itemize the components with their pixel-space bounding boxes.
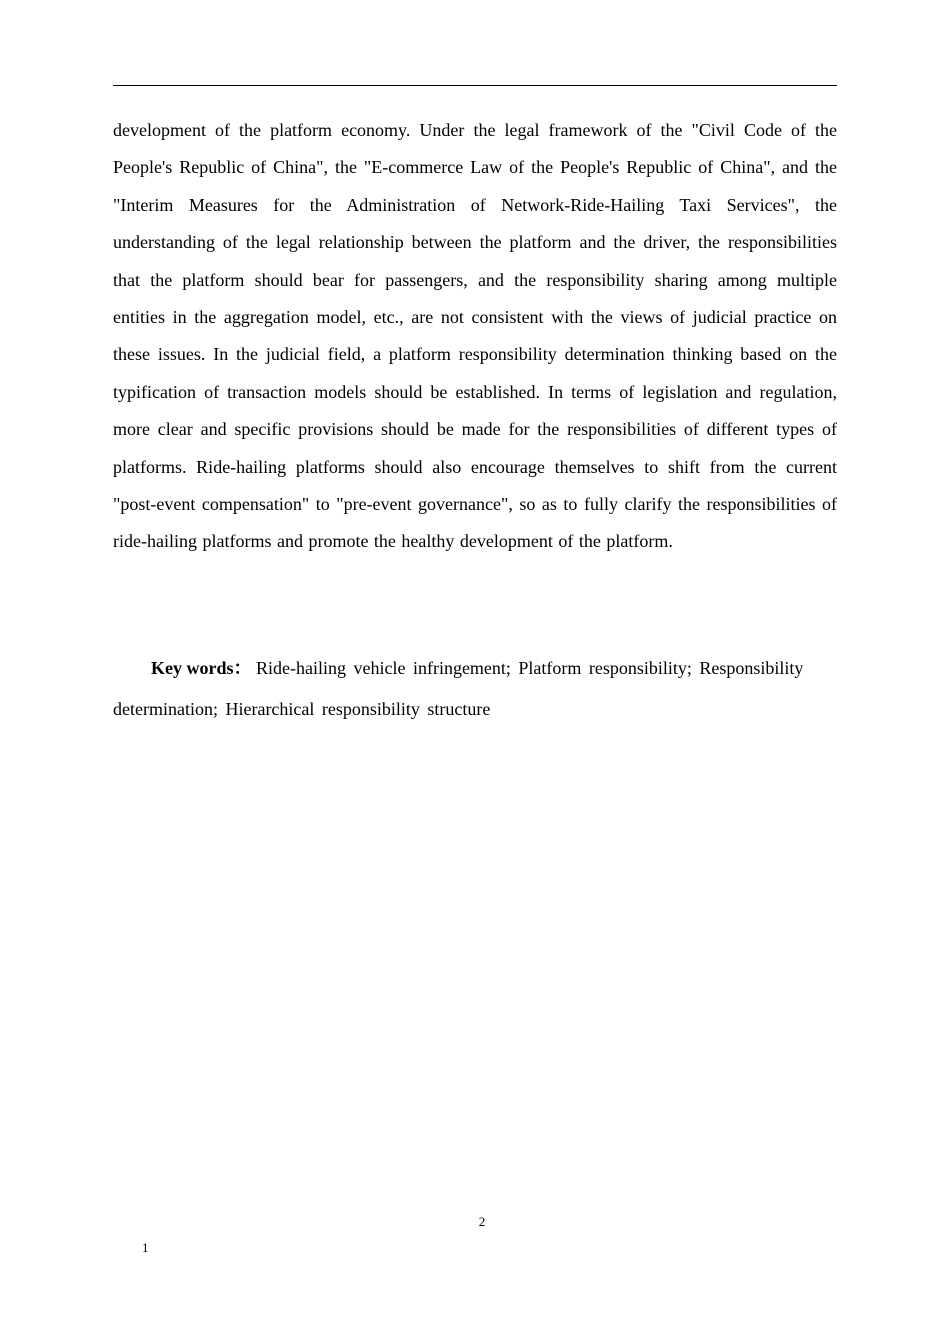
page-number: 2 bbox=[478, 1214, 486, 1229]
keywords-label: Key words： bbox=[151, 658, 252, 678]
abstract-body-text: development of the platform economy. Under the legal framework of the "Civil Code of the People's Republic of China", the "E-commerce Law of the People's Republic of China", and the "Interim Measures for the Administration of Network-Ride-Hailing Taxi Services", the understanding of the legal relationship between the platform and the driver, the responsibilities that the platform should bear for passengers, and the responsibility sharing among multiple entities in the aggregation model, etc., are not consistent with the views of judicial practice on these issues. In the judicial field, a platform responsibility determination thinking based on the typification of transaction models should be established. In terms of legislation and regulation, more clear and specific provisions should be made for the responsibilities of different types of platforms. Ride-hailing platforms should also encourage themselves to shift from the current "post-event compensation" to "pre-event governance", so as to fully clarify the responsibilities of ride-hailing platforms and promote the healthy development of the platform. bbox=[113, 120, 837, 552]
header-rule bbox=[113, 85, 837, 86]
keywords-section bbox=[113, 648, 837, 729]
keywords-text: Ride-hailing vehicle infringement; Platform responsibility; Responsibility determination; Hierarchical responsibility structure bbox=[113, 658, 804, 719]
footnote-marker: 1 bbox=[142, 1240, 149, 1255]
